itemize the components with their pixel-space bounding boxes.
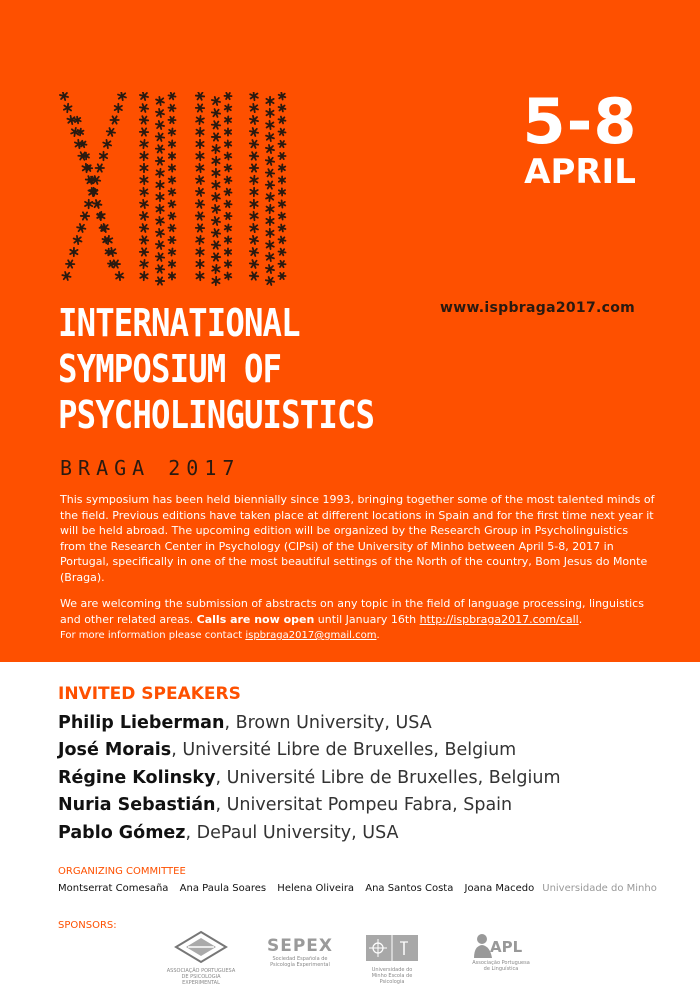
ornament-glyph bbox=[156, 217, 164, 225]
ornament-glyph bbox=[250, 92, 258, 100]
ornament-glyph bbox=[266, 145, 274, 153]
speaker-name: Régine Kolinsky bbox=[58, 767, 216, 788]
ornament-glyph bbox=[225, 177, 232, 184]
ornament-glyph bbox=[140, 164, 147, 172]
contact-email-link[interactable]: ispbraga2017@gmail.com bbox=[245, 630, 377, 641]
ornament-glyph bbox=[279, 188, 285, 195]
ornament-glyph bbox=[225, 152, 232, 159]
ornament-glyph bbox=[81, 212, 89, 219]
ornament-glyph bbox=[250, 140, 258, 148]
ornament-glyph bbox=[140, 260, 148, 268]
ornament-glyph bbox=[250, 176, 258, 184]
ornament-glyph bbox=[266, 97, 273, 105]
event-month: APRIL bbox=[524, 152, 636, 192]
ornament-glyph bbox=[266, 169, 274, 177]
ornament-glyph bbox=[196, 164, 204, 172]
ornament-glyph bbox=[212, 169, 219, 177]
ornament-glyph bbox=[250, 260, 258, 268]
ornament-glyph bbox=[140, 140, 148, 148]
intro-paragraph: This symposium has been held biennially since 1993, bringing together some of the most talented minds of the field. Previous editions have taken place at different locations in Spain and for the first time next year it will be held abroad. The upcoming edition will be organized by the Research Group in Psycholinguistics from the Research Center in Psychology (CIPsi) of the University of Minho between April 5-8, 2017 in Portugal, specifically in one of the most beautiful settings of the North of the country, Bom Jesus do Monte (Braga). bbox=[60, 493, 655, 584]
title-line-2: SYMPOSIUM OF bbox=[58, 347, 282, 391]
ornament-glyph bbox=[225, 104, 232, 111]
ornament-glyph bbox=[266, 157, 274, 165]
ornament-glyph bbox=[196, 128, 204, 136]
ornament-glyph bbox=[140, 224, 148, 232]
apl-logo-icon bbox=[470, 932, 532, 960]
speaker-affiliation: , DePaul University, USA bbox=[185, 822, 399, 843]
ornament-glyph bbox=[212, 133, 220, 140]
ornament-glyph bbox=[212, 241, 220, 249]
ornament-glyph bbox=[279, 176, 285, 183]
ornament-glyph bbox=[140, 152, 148, 160]
ornament-glyph bbox=[156, 253, 164, 261]
ornament-glyph bbox=[140, 128, 148, 135]
ornament-glyph bbox=[169, 176, 176, 183]
ornament-glyph bbox=[266, 265, 274, 273]
ornament-glyph bbox=[196, 236, 204, 244]
ornament-glyph bbox=[196, 272, 204, 280]
ornament-glyph bbox=[266, 229, 273, 237]
ornament-glyph bbox=[156, 97, 164, 105]
ornament-glyph bbox=[225, 116, 231, 123]
speaker-name: Nuria Sebastián bbox=[58, 795, 216, 816]
call-link[interactable]: http://ispbraga2017.com/call bbox=[419, 612, 579, 626]
ornament-glyph bbox=[140, 188, 148, 196]
ornament-glyph bbox=[266, 277, 274, 285]
ornament-glyph bbox=[196, 116, 204, 124]
sponsor-caption: Universidade do Minho Escola de Psicologia bbox=[371, 967, 413, 985]
sponsor-logo-uminho bbox=[364, 933, 420, 985]
ornament-glyph bbox=[250, 236, 258, 244]
speaker-affiliation: , Universitat Pompeu Fabra, Spain bbox=[215, 795, 513, 816]
ornament-glyph bbox=[224, 93, 231, 99]
ornament-glyph bbox=[225, 165, 232, 172]
ornament-glyph bbox=[169, 248, 176, 255]
ornament-glyph bbox=[62, 272, 70, 280]
ornament-glyph bbox=[212, 145, 220, 153]
ornament-glyph bbox=[74, 236, 82, 244]
sponsor-caption: Sociedad Española de Psicología Experimental bbox=[270, 956, 330, 968]
committee-member: Montserrat Comesaña bbox=[58, 883, 169, 894]
ornament-glyph bbox=[156, 277, 164, 284]
committee-member: Ana Santos Costa bbox=[365, 883, 454, 894]
committee-institution: Universidade do Minho bbox=[542, 883, 657, 894]
ornament-glyph bbox=[225, 128, 231, 135]
ornament-glyph bbox=[212, 265, 220, 273]
organizing-committee-heading: ORGANIZING COMMITTEE bbox=[58, 866, 186, 877]
ornament-glyph bbox=[196, 188, 204, 196]
ornament-glyph bbox=[225, 140, 231, 147]
ornament-glyph bbox=[266, 193, 274, 201]
speaker-name: Pablo Gómez bbox=[58, 822, 186, 843]
ornament-glyph bbox=[66, 260, 74, 267]
sepex-logo-icon: SEPEX bbox=[266, 936, 334, 956]
ornament-glyph bbox=[60, 92, 68, 100]
city-year: BRAGA 2017 bbox=[60, 456, 241, 480]
ornament-glyph bbox=[94, 201, 101, 207]
ornament-glyph bbox=[278, 129, 285, 136]
ornament-glyph bbox=[156, 181, 163, 189]
ornament-glyph bbox=[224, 189, 231, 196]
committee-member: Helena Oliveira bbox=[277, 883, 355, 894]
ornament-glyph bbox=[266, 181, 274, 188]
speaker-affiliation: , Université Libre de Bruxelles, Belgium bbox=[215, 767, 561, 788]
ornament-glyph bbox=[266, 217, 273, 225]
ornament-glyph bbox=[250, 212, 258, 220]
ornament-glyph bbox=[140, 200, 148, 208]
ornament-glyph bbox=[168, 117, 175, 123]
invited-speakers-heading: INVITED SPEAKERS bbox=[58, 684, 241, 704]
speaker-item bbox=[58, 820, 561, 847]
call-end-text: . bbox=[578, 612, 583, 626]
ornament-glyph bbox=[250, 272, 258, 280]
ornament-glyph bbox=[140, 92, 148, 100]
sponsor-caption: ASSOCIAÇÃO PORTUGUESA DE PSICOLOGIA EXPERIMENTAL bbox=[166, 968, 236, 986]
speaker-name: José Morais bbox=[58, 740, 172, 761]
ornament-glyph bbox=[64, 104, 72, 112]
ornament-glyph bbox=[279, 237, 286, 244]
ornament-glyph bbox=[250, 128, 258, 136]
ornament-glyph bbox=[212, 109, 220, 117]
ornament-glyph bbox=[140, 176, 148, 184]
ornament-glyph bbox=[156, 109, 164, 117]
ornament-glyph bbox=[110, 116, 118, 123]
ornament-glyph bbox=[212, 193, 220, 201]
ornament-glyph bbox=[156, 241, 164, 249]
ornament-glyph bbox=[196, 224, 204, 231]
title-line-3: PSYCHOLINGUISTICS bbox=[58, 393, 375, 437]
ornament-glyph bbox=[169, 164, 175, 171]
apl-logo-text: APL bbox=[490, 938, 523, 956]
ornament-glyph bbox=[115, 104, 122, 112]
speaker-item bbox=[58, 792, 561, 819]
ornament-glyph bbox=[212, 181, 220, 189]
ornament-glyph bbox=[279, 212, 286, 219]
ornament-glyph bbox=[140, 248, 148, 255]
ornament-glyph bbox=[67, 116, 75, 124]
event-dates: 5-8 bbox=[522, 85, 638, 158]
ornament-glyph bbox=[278, 153, 285, 159]
ornament-glyph bbox=[224, 201, 231, 208]
ornament-glyph bbox=[156, 121, 164, 129]
ornament-glyph bbox=[225, 272, 232, 279]
ornament-glyph bbox=[279, 92, 286, 99]
ornament-glyph bbox=[212, 277, 219, 285]
speaker-item bbox=[58, 765, 561, 792]
ornament-glyph bbox=[278, 249, 285, 256]
title-line-1: INTERNATIONAL bbox=[58, 301, 300, 345]
ornament-glyph bbox=[250, 164, 258, 171]
committee-member: Ana Paula Soares bbox=[179, 883, 267, 894]
calls-open-text: Calls are now open bbox=[196, 612, 315, 626]
sponsor-caption: Associação Portuguesa de Linguística bbox=[472, 960, 530, 972]
ornament-glyph bbox=[196, 176, 204, 184]
website-link[interactable]: www.ispbraga2017.com bbox=[440, 300, 636, 316]
ornament-glyph bbox=[250, 152, 258, 160]
ornament-glyph bbox=[279, 117, 286, 124]
ornament-glyph bbox=[140, 104, 148, 112]
ornament-glyph bbox=[212, 205, 220, 213]
ornament-glyph bbox=[156, 133, 164, 141]
speaker-affiliation: , Université Libre de Bruxelles, Belgium bbox=[171, 740, 517, 761]
contact-end-text: . bbox=[376, 630, 380, 641]
event-title bbox=[58, 300, 374, 438]
ornament-glyph bbox=[77, 224, 85, 232]
ornament-glyph bbox=[250, 116, 258, 124]
ornament-glyph bbox=[225, 236, 231, 243]
speaker-item bbox=[58, 737, 561, 764]
contact-text: For more information please contact bbox=[60, 630, 246, 641]
ornament-glyph bbox=[250, 188, 257, 196]
ornament-glyph bbox=[279, 164, 286, 171]
ornament-glyph bbox=[70, 248, 77, 256]
ornament-glyph bbox=[212, 97, 220, 105]
ornament-glyph bbox=[279, 105, 286, 112]
committee-members bbox=[58, 883, 657, 894]
ornament-glyph bbox=[169, 128, 176, 135]
ornament-glyph bbox=[140, 212, 148, 220]
ornament-glyph bbox=[279, 200, 286, 207]
ornament-glyph bbox=[85, 200, 92, 208]
ornament-glyph bbox=[250, 248, 258, 256]
call-paragraph bbox=[60, 596, 655, 627]
ornament-glyph bbox=[156, 265, 164, 273]
deadline-text: until January 16th bbox=[314, 612, 420, 626]
ornament-glyph bbox=[266, 241, 274, 249]
ornament-glyph bbox=[266, 205, 274, 213]
sponsor-logo-appe bbox=[166, 930, 236, 986]
ornament-glyph bbox=[169, 272, 175, 279]
ornament-glyph bbox=[250, 200, 257, 208]
ornament-glyph bbox=[103, 140, 111, 148]
ornament-glyph bbox=[212, 217, 220, 225]
roman-numeral-xiii-graphic bbox=[58, 92, 290, 288]
ornament-glyph bbox=[169, 140, 175, 147]
committee-member: Joana Macedo bbox=[464, 883, 535, 894]
ornament-glyph bbox=[156, 229, 164, 237]
ornament-glyph bbox=[196, 104, 204, 111]
speaker-name: Philip Lieberman bbox=[58, 713, 225, 733]
ornament-glyph bbox=[266, 253, 274, 261]
speaker-affiliation: , Brown University, USA bbox=[224, 713, 432, 733]
ornament-glyph bbox=[156, 157, 164, 164]
ornament-glyph bbox=[140, 236, 148, 244]
ornament-glyph bbox=[196, 92, 204, 100]
call-text: We are welcoming the submission of abstracts on any topic in the field of language processing, linguistics and other related areas. bbox=[60, 597, 644, 626]
ornament-glyph bbox=[156, 193, 163, 201]
ornament-glyph bbox=[169, 201, 176, 208]
ornament-glyph bbox=[250, 224, 258, 232]
ornament-glyph bbox=[107, 128, 115, 136]
ornament-glyph bbox=[278, 273, 285, 279]
sponsor-logo-apl bbox=[470, 932, 532, 972]
ornament-glyph bbox=[196, 260, 203, 268]
ornament-glyph bbox=[212, 253, 220, 260]
ornament-glyph bbox=[140, 272, 148, 280]
ornament-glyph bbox=[169, 189, 176, 196]
ornament-glyph bbox=[116, 272, 124, 280]
ornament-glyph bbox=[196, 248, 204, 256]
ornament-glyph bbox=[212, 157, 219, 165]
ornament-glyph bbox=[168, 93, 175, 100]
ornament-glyph bbox=[224, 213, 231, 219]
ornament-glyph bbox=[168, 105, 175, 112]
ornament-glyph bbox=[196, 140, 203, 148]
ornament-glyph bbox=[168, 225, 175, 232]
ornament-glyph bbox=[225, 248, 231, 255]
sponsor-logo-sepex bbox=[264, 936, 336, 968]
ornament-glyph bbox=[156, 205, 164, 213]
ornament-glyph bbox=[279, 225, 286, 232]
sponsors-heading: SPONSORS: bbox=[58, 920, 117, 931]
contact-paragraph bbox=[60, 628, 655, 644]
ornament-glyph bbox=[225, 260, 231, 267]
ornament-glyph bbox=[250, 104, 258, 112]
ornament-glyph bbox=[225, 224, 232, 231]
ornament-glyph bbox=[74, 117, 80, 124]
speaker-item bbox=[58, 710, 561, 737]
ornament-glyph bbox=[169, 260, 175, 267]
ornament-glyph bbox=[156, 169, 164, 177]
ornament-glyph bbox=[169, 152, 175, 159]
ornament-glyph bbox=[96, 164, 104, 171]
ornament-glyph bbox=[266, 121, 274, 129]
ornament-glyph bbox=[196, 152, 204, 160]
diamond-logo-icon bbox=[166, 930, 236, 964]
ornament-glyph bbox=[168, 237, 175, 243]
speakers-list bbox=[58, 710, 561, 847]
ornament-glyph bbox=[156, 145, 164, 153]
ornament-glyph bbox=[140, 116, 148, 124]
ornament-glyph bbox=[212, 121, 220, 129]
ornament-glyph bbox=[212, 229, 220, 237]
ornament-glyph bbox=[118, 92, 126, 100]
ornament-glyph bbox=[266, 133, 274, 141]
ornament-glyph bbox=[168, 213, 175, 220]
ornament-glyph bbox=[100, 152, 107, 160]
ornament-glyph bbox=[196, 212, 204, 220]
ornament-glyph bbox=[266, 109, 273, 117]
uminho-logo-icon bbox=[364, 933, 420, 963]
ornament-glyph bbox=[278, 261, 285, 267]
ornament-glyph bbox=[196, 200, 204, 208]
ornament-glyph bbox=[278, 141, 285, 147]
